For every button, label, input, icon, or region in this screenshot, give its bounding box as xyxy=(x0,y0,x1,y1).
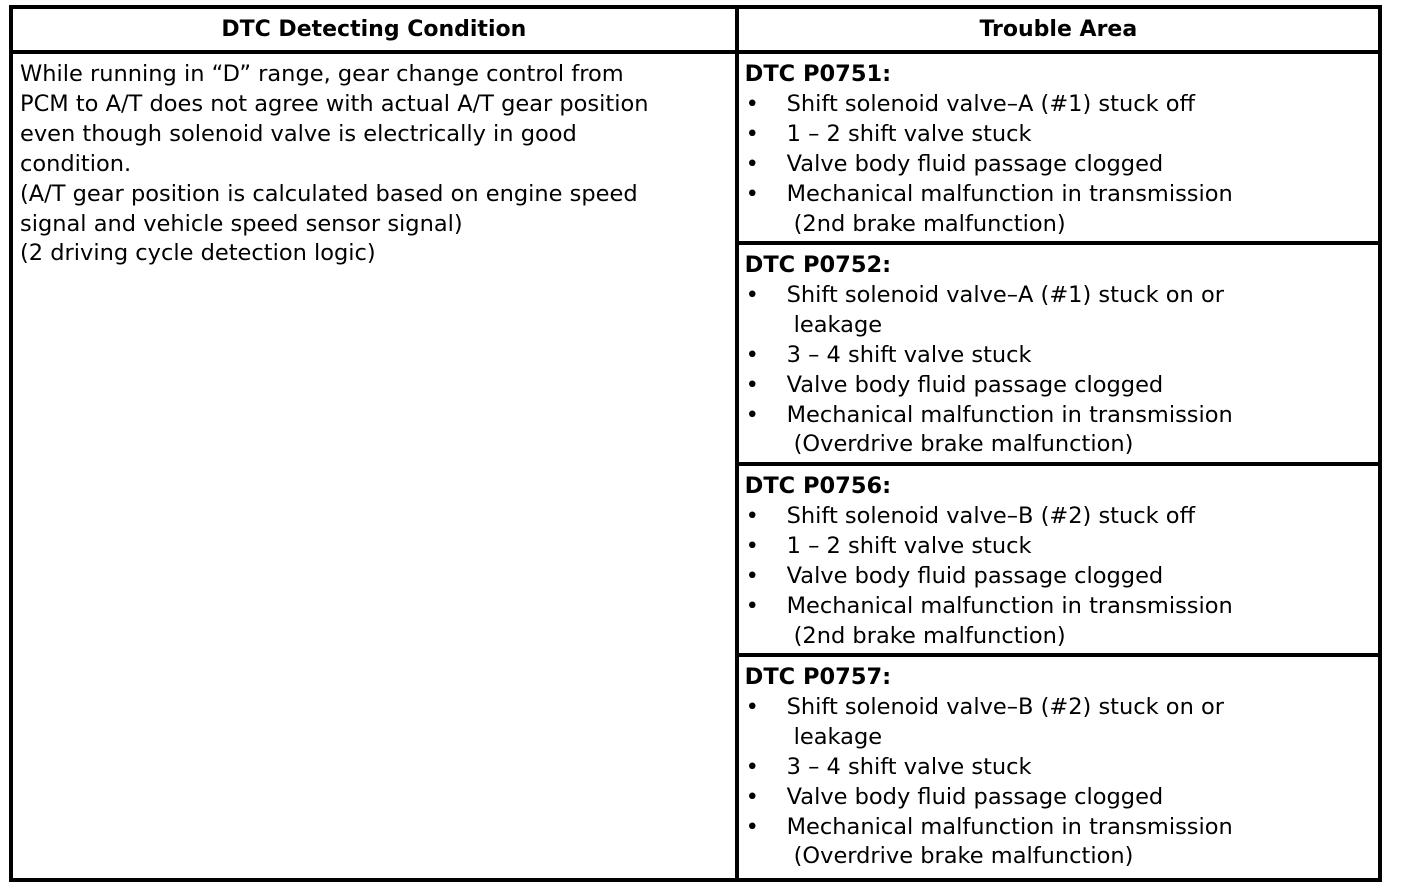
bullet-icon: • xyxy=(745,532,759,559)
bullet-icon: • xyxy=(745,341,759,368)
trouble-item-text: Shift solenoid valve–B (#2) stuck off xyxy=(786,502,1196,529)
trouble-item xyxy=(745,180,1374,240)
trouble-item-text: Shift solenoid valve–A (#1) stuck off xyxy=(786,90,1196,117)
trouble-item xyxy=(745,813,1374,873)
dtc-block-p0757 xyxy=(739,657,1378,878)
condition-line: even though solenoid valve is electrically in good xyxy=(20,120,577,147)
dtc-block-p0751 xyxy=(739,54,1378,245)
bullet-icon: • xyxy=(745,150,759,177)
trouble-item-line: Shift solenoid valve–A (#1) stuck on or xyxy=(786,281,1224,308)
trouble-item-text xyxy=(787,281,1374,341)
trouble-item xyxy=(745,371,1374,401)
header-row xyxy=(11,7,1380,52)
trouble-item xyxy=(745,120,1374,150)
trouble-item-continuation: (2nd brake malfunction) xyxy=(793,210,1066,237)
trouble-item xyxy=(745,281,1374,341)
condition-line: (A/T gear position is calculated based on engine speed xyxy=(20,180,638,207)
condition-line: PCM to A/T does not agree with actual A/T gear position xyxy=(20,90,649,117)
condition-line: (2 driving cycle detection logic) xyxy=(20,240,376,267)
bullet-icon: • xyxy=(745,90,759,117)
trouble-item xyxy=(745,502,1374,532)
dtc-code: DTC P0756: xyxy=(744,473,892,499)
trouble-item-text: 3 – 4 shift valve stuck xyxy=(786,341,1032,368)
trouble-item-line: Mechanical malfunction in transmission xyxy=(786,592,1233,619)
bullet-icon: • xyxy=(745,783,759,810)
dtc-block-p0752 xyxy=(739,245,1378,466)
trouble-item xyxy=(745,150,1374,180)
bullet-icon: • xyxy=(745,371,759,398)
bullet-icon: • xyxy=(745,120,759,147)
condition-cell xyxy=(11,52,737,880)
trouble-item xyxy=(745,753,1374,783)
dtc-code: DTC P0757: xyxy=(744,664,892,690)
dtc-code: DTC P0752: xyxy=(744,252,892,278)
dtc-code: DTC P0751: xyxy=(744,61,892,87)
trouble-item-line: Mechanical malfunction in transmission xyxy=(786,401,1233,428)
trouble-item-text: 1 – 2 shift valve stuck xyxy=(786,120,1032,147)
trouble-item-text: Valve body fluid passage clogged xyxy=(786,562,1164,589)
bullet-icon: • xyxy=(745,592,759,619)
trouble-item xyxy=(745,90,1374,120)
trouble-item-continuation: (Overdrive brake malfunction) xyxy=(793,843,1134,870)
trouble-item xyxy=(745,401,1374,461)
condition-line: While running in “D” range, gear change control from xyxy=(20,61,624,87)
trouble-item-line: Mechanical malfunction in transmission xyxy=(786,180,1233,207)
bullet-icon: • xyxy=(745,693,759,720)
trouble-item-text: Valve body fluid passage clogged xyxy=(786,150,1164,177)
trouble-item xyxy=(745,693,1374,753)
trouble-area-cell xyxy=(737,52,1380,880)
condition-line: signal and vehicle speed sensor signal) xyxy=(20,210,463,237)
dtc-table xyxy=(9,5,1382,882)
trouble-item-text: 3 – 4 shift valve stuck xyxy=(786,753,1032,780)
trouble-item-text: Valve body fluid passage clogged xyxy=(786,371,1164,398)
dtc-block-p0756 xyxy=(739,466,1378,657)
trouble-item-text xyxy=(787,813,1374,873)
trouble-item-continuation: (Overdrive brake malfunction) xyxy=(793,431,1134,458)
trouble-item xyxy=(745,562,1374,592)
trouble-item-line: Shift solenoid valve–B (#2) stuck on or xyxy=(786,693,1225,720)
trouble-item-text xyxy=(787,180,1374,240)
trouble-item-text xyxy=(787,592,1374,652)
bullet-icon: • xyxy=(745,813,759,840)
bullet-icon: • xyxy=(745,401,759,428)
trouble-item-line: Mechanical malfunction in transmission xyxy=(786,813,1233,840)
trouble-item xyxy=(745,341,1374,371)
bullet-icon: • xyxy=(745,562,759,589)
header-trouble-area: Trouble Area xyxy=(737,7,1380,52)
trouble-item-text: Valve body fluid passage clogged xyxy=(786,783,1164,810)
bullet-icon: • xyxy=(745,753,759,780)
trouble-item xyxy=(745,592,1374,652)
trouble-item-text xyxy=(787,401,1374,461)
trouble-item-continuation: leakage xyxy=(793,723,883,750)
trouble-item-text xyxy=(787,693,1374,753)
body-row xyxy=(11,52,1380,880)
trouble-item-continuation: (2nd brake malfunction) xyxy=(793,622,1066,649)
trouble-item xyxy=(745,783,1374,813)
bullet-icon: • xyxy=(745,502,759,529)
bullet-icon: • xyxy=(745,281,759,308)
header-dtc-detecting-condition: DTC Detecting Condition xyxy=(11,7,737,52)
bullet-icon: • xyxy=(745,180,759,207)
trouble-item-text: 1 – 2 shift valve stuck xyxy=(786,532,1032,559)
trouble-item xyxy=(745,532,1374,562)
condition-line: condition. xyxy=(20,150,132,177)
trouble-item-continuation: leakage xyxy=(793,311,883,338)
